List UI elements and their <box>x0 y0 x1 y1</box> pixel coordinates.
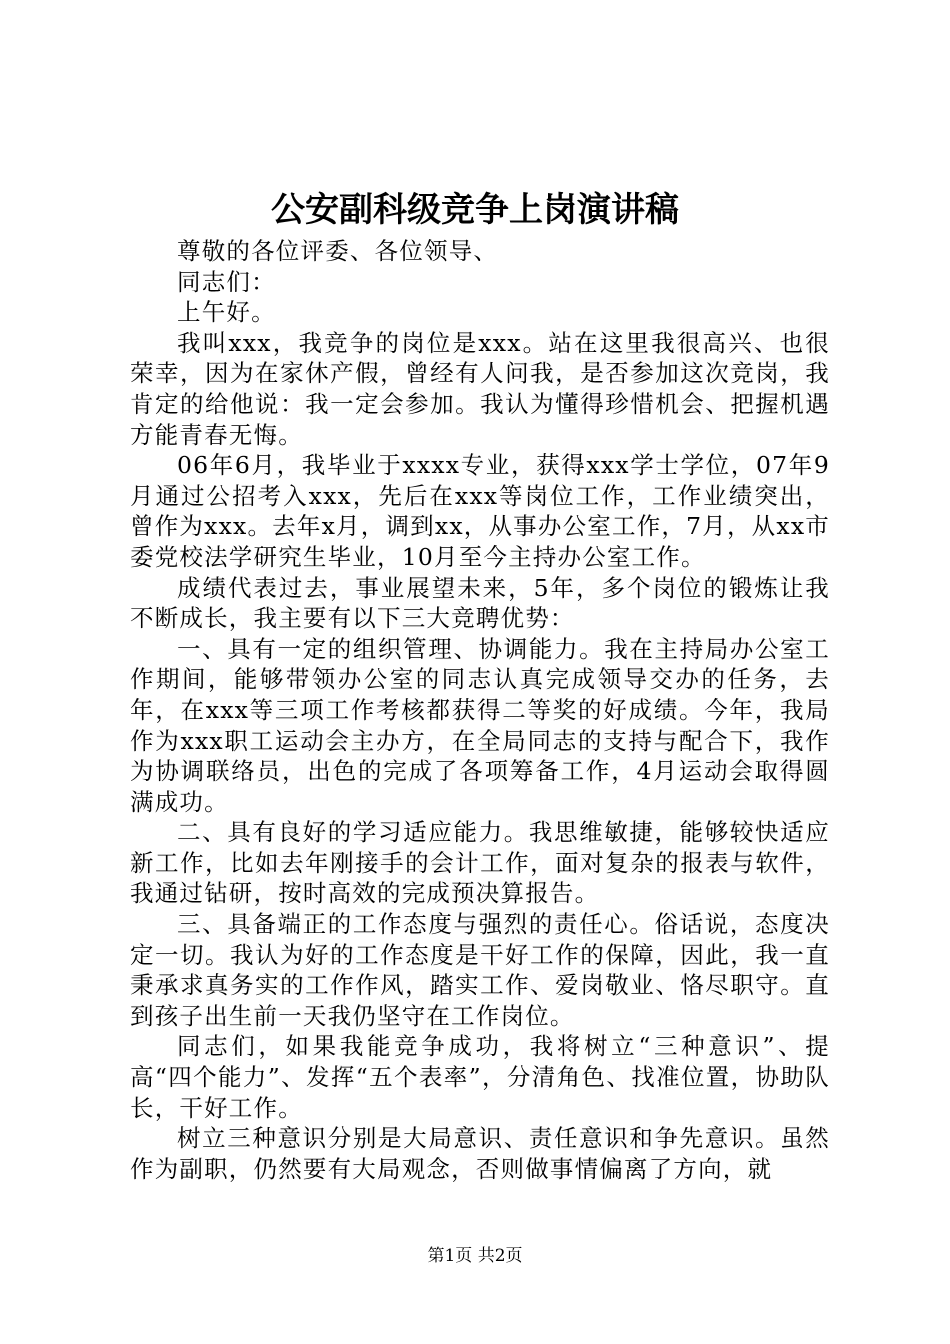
paragraph-advantage-2: 二、具有良好的学习适应能力。我思维敏捷，能够较快适应新工作，比如去年刚接手的会计工作，面对复杂的报表与软件，我通过钻研，按时高效的完成预决算报告。 <box>130 818 830 908</box>
page-title: 公安副科级竞争上岗演讲稿 <box>271 190 679 230</box>
paragraph-advantage-3: 三、具备端正的工作态度与强烈的责任心。俗话说，态度决定一切。我认为好的工作态度是干好工作的保障，因此，我一直秉承求真务实的工作作风，踏实工作、爱岗敬业、恪尽职守。直到孩子出生前一天我仍坚守在工作岗位。 <box>130 910 830 1030</box>
paragraph-three-awareness: 树立三种意识分别是大局意识、责任意识和争先意识。虽然作为副职，仍然要有大局观念，否则做事情偏离了方向，就 <box>130 1124 830 1183</box>
paragraph-background: 06年6月，我毕业于xxxx专业，获得xxx学士学位，07年9月通过公招考入xxx，先后在xxx等岗位工作，工作业绩突出，曾作为xxx。去年x月，调到xx，从事办公室工作，7月，从xx市委党校法学研究生毕业，10月至今主持办公室工作。 <box>130 451 830 571</box>
salutation-line-2: 同志们： <box>177 267 276 296</box>
paragraph-advantages-intro: 成绩代表过去，事业展望未来，5年，多个岗位的锻炼让我不断成长，我主要有以下三大竞聘优势： <box>130 573 830 633</box>
paragraph-commitment: 同志们，如果我能竞争成功，我将树立“三种意识”、提高“四个能力”、发挥“五个表率”，分清角色、找准位置，协助队长，干好工作。 <box>130 1032 830 1122</box>
page-footer: 第1页 共2页 <box>427 1246 523 1266</box>
speech-body <box>130 236 830 1184</box>
greeting: 上午好。 <box>177 298 276 327</box>
salutation-line-1: 尊敬的各位评委、各位领导、 <box>177 237 499 265</box>
paragraph-introduction: 我叫xxx，我竞争的岗位是xxx。站在这里我很高兴、也很荣幸，因为在家休产假，曾经有人问我，是否参加这次竞岗，我肯定的给他说：我一定会参加。我认为懂得珍惜机会、把握机遇方能青春无悔。 <box>130 328 830 449</box>
paragraph-advantage-1: 一、具有一定的组织管理、协调能力。我在主持局办公室工作期间，能够带领办公室的同志认真完成领导交办的任务，去年，在xxx等三项工作考核都获得二等奖的好成绩。今年，我局作为xxx职工运动会主办方，在全局同志的支持与配合下，我作为协调联络员，出色的完成了各项筹备工作，4月运动会取得圆满成功。 <box>130 634 830 816</box>
